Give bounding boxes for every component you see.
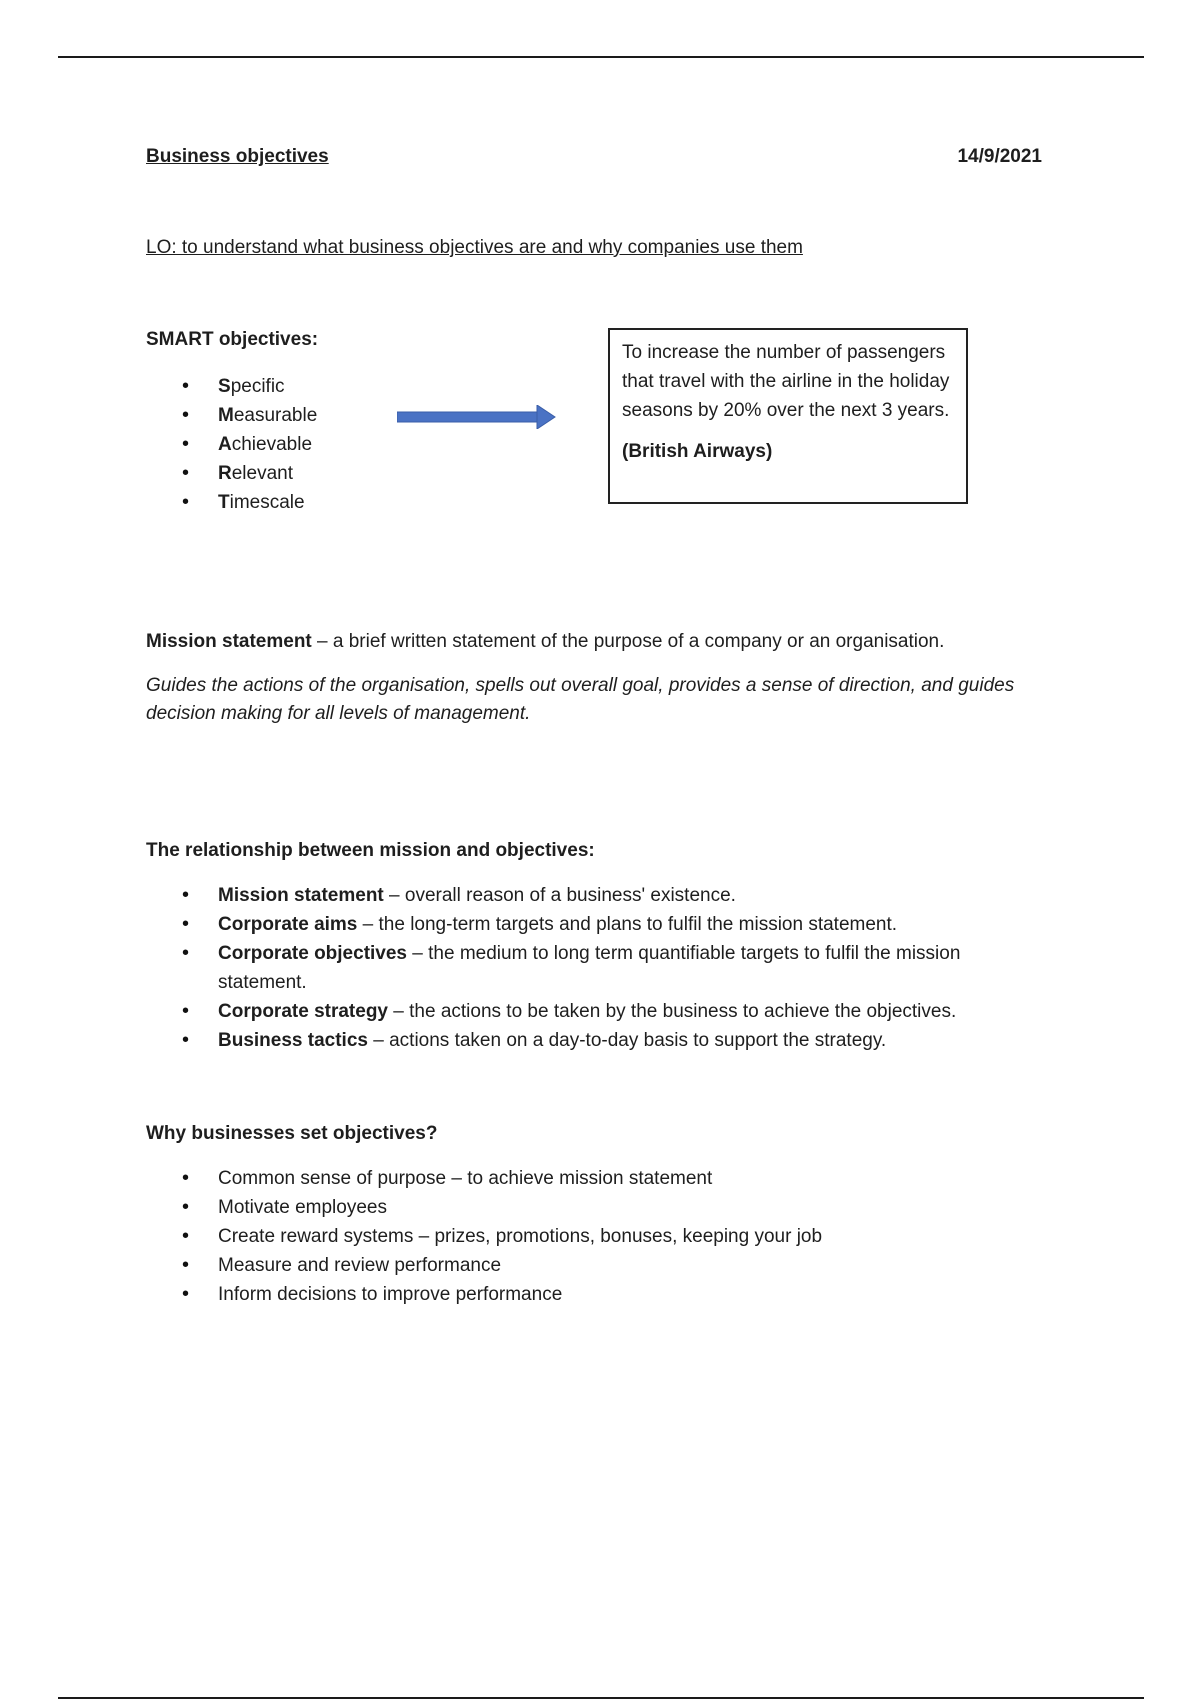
rel-term: Mission statement bbox=[218, 885, 384, 906]
right-arrow-icon bbox=[397, 405, 557, 429]
list-item bbox=[146, 939, 1046, 997]
smart-initial: A bbox=[218, 434, 232, 455]
relationship-list bbox=[146, 881, 1046, 1055]
rel-desc: – actions taken on a day-to-day basis to support the strategy. bbox=[367, 1030, 887, 1051]
list-item: • Measure and review performance bbox=[146, 1251, 1046, 1280]
rel-desc: – the actions to be taken by the business to achieve the objectives. bbox=[388, 1001, 957, 1022]
list-item bbox=[146, 1026, 1046, 1055]
smart-rest: chievable bbox=[231, 434, 313, 455]
why-list bbox=[146, 1164, 1046, 1309]
learning-objective: LO: to understand what business objectives are and why companies use them bbox=[146, 237, 803, 258]
arrow-head bbox=[537, 405, 555, 429]
example-text: To increase the number of passengers that travel with the airline in the holiday seasons by 20% over the next 3 years. bbox=[622, 342, 950, 421]
rel-term: Corporate aims bbox=[218, 914, 358, 935]
mission-note: Guides the actions of the organisation, spells out overall goal, provides a sense of direction, and guides decision making for all levels of management. bbox=[146, 675, 1015, 724]
rel-desc: – the long-term targets and plans to fulfil the mission statement. bbox=[357, 914, 898, 935]
list-item bbox=[146, 372, 466, 401]
smart-example-box bbox=[608, 328, 968, 504]
list-item: • Common sense of purpose – to achieve mission statement bbox=[146, 1164, 1046, 1193]
example-source: (British Airways) bbox=[622, 441, 773, 462]
smart-initial: S bbox=[218, 376, 231, 397]
rel-term: Corporate objectives bbox=[218, 943, 407, 964]
smart-rest: elevant bbox=[231, 463, 294, 484]
smart-initial: R bbox=[218, 463, 232, 484]
bottom-page-rule bbox=[58, 1697, 1144, 1699]
list-item: • Create reward systems – prizes, promotions, bonuses, keeping your job bbox=[146, 1222, 1046, 1251]
list-item bbox=[146, 997, 1046, 1026]
list-item bbox=[146, 488, 466, 517]
smart-rest: imescale bbox=[229, 492, 305, 513]
smart-rest: easurable bbox=[233, 405, 318, 426]
rel-term: Business tactics bbox=[218, 1030, 368, 1051]
smart-heading: SMART objectives: bbox=[146, 329, 319, 350]
smart-initial: T bbox=[218, 492, 230, 513]
mission-definition bbox=[146, 628, 1076, 656]
why-heading: Why businesses set objectives? bbox=[146, 1123, 438, 1144]
list-item: • Inform decisions to improve performance bbox=[146, 1280, 1046, 1309]
rel-desc: – overall reason of a business' existence. bbox=[383, 885, 736, 906]
mission-term: Mission statement bbox=[146, 631, 312, 652]
mission-desc: – a brief written statement of the purpose of a company or an organisation. bbox=[311, 631, 945, 652]
rel-desc: – the medium to long term quantifiable targets to fulfil the mission statement. bbox=[218, 943, 961, 993]
list-item: • Motivate employees bbox=[146, 1193, 1046, 1222]
list-item bbox=[146, 430, 466, 459]
list-item bbox=[146, 459, 466, 488]
top-page-rule bbox=[58, 56, 1144, 58]
rel-term: Corporate strategy bbox=[218, 1001, 388, 1022]
arrow-shaft bbox=[397, 412, 539, 422]
smart-list bbox=[146, 372, 466, 517]
list-item bbox=[146, 910, 1046, 939]
page-title: Business objectives bbox=[146, 146, 329, 167]
date-label: 14/9/2021 bbox=[957, 146, 1042, 167]
smart-initial: M bbox=[218, 405, 234, 426]
list-item bbox=[146, 881, 1046, 910]
smart-rest: pecific bbox=[230, 376, 285, 397]
relationship-heading: The relationship between mission and objectives: bbox=[146, 840, 595, 861]
